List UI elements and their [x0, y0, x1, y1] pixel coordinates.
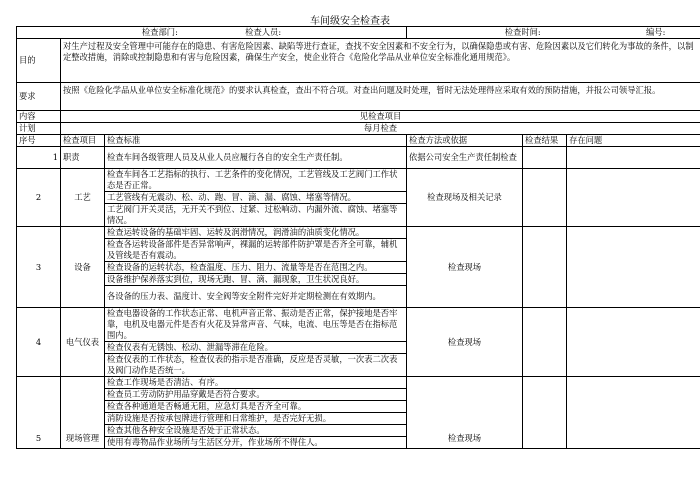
col-item: 检查项目 — [61, 135, 105, 147]
group-4-result[interactable] — [523, 308, 567, 377]
sheet-title: 车间级安全检查表 — [310, 16, 390, 27]
table-row — [17, 169, 700, 192]
group-3-standard-3: 检查设备的运转状态，检查温度、压力、阻力、流量等是否在范围之内。 — [105, 262, 407, 274]
group-3-result[interactable] — [523, 227, 567, 308]
group-2-standard-1: 检查车间各工艺指标的执行、工艺条件的变化情况，工艺管线及工艺阀门工作状态是否正常。 — [105, 169, 407, 192]
requirement-row — [17, 83, 700, 111]
group-2-no: 2 — [17, 169, 61, 227]
column-header-row — [17, 135, 700, 147]
person-label: 检查人员: — [245, 27, 282, 37]
group-2-standard-2: 工艺管线有无震动、松、动、跑、冒、滴、漏、腐蚀、堵塞等情况。 — [105, 192, 407, 204]
code-label: 编号: — [646, 27, 666, 37]
group-3-standard-4: 设备维护保养落实到位，现场无跑、冒、滴、漏现象，卫生状况良好。 — [105, 274, 407, 286]
group-3-no: 3 — [17, 227, 61, 308]
plan-label: 计划 — [17, 123, 61, 135]
group-4-issue[interactable] — [567, 308, 700, 377]
group-1-result[interactable] — [523, 147, 567, 169]
group-2-issue[interactable] — [567, 169, 700, 227]
group-5-standard-5: 检查其他各种安全设施是否处于正常状态。 — [105, 425, 407, 437]
group-3-item: 设备 — [61, 227, 105, 308]
requirement-label: 要求 — [17, 83, 61, 111]
col-result: 检查结果 — [523, 135, 567, 147]
group-5-result[interactable] — [523, 377, 567, 449]
content-label: 内容 — [17, 111, 61, 123]
group-1-item: 职责 — [61, 147, 105, 169]
content-value: 见检查项目 — [61, 111, 700, 123]
group-4-standard-1: 检查电器设备的工作状态正常、电机声音正常、振动是否正常，保护接地是否牢靠，电机及电器元件是否有火花及异常声音、气味，电流、电压等是否在指标范围内。 — [105, 308, 407, 342]
col-method: 检查方法或依据 — [407, 135, 523, 147]
group-5-issue[interactable] — [567, 377, 700, 449]
group-5-standard-1: 检查工作现场是否清洁、有序。 — [105, 377, 407, 389]
content-row — [17, 111, 700, 123]
purpose-label: 目的 — [17, 39, 61, 83]
requirement-text: 按照《危险化学品从业单位安全标准化规范》的要求认真检查，查出不符合项。对查出问题及时处理，暂时无法处理得应采取有效的预防措施，并报公司领导汇报。 — [61, 83, 700, 111]
group-1-standard-1: 检查车间各级管理人员及从业人员应履行各自的安全生产责任制。 — [105, 147, 407, 169]
group-5-standard-4: 消防设施是否按承包牌进行管理和日常维护，是否完好无损。 — [105, 413, 407, 425]
col-no: 序号 — [17, 135, 61, 147]
group-4-item: 电气仪表 — [61, 308, 105, 377]
group-2-item: 工艺 — [61, 169, 105, 227]
col-standard: 检查标准 — [105, 135, 407, 147]
group-3-standard-1: 检查运转设备的基础牢固、运转及润滑情况，润滑油的油质变化情况。 — [105, 227, 407, 239]
group-5-no: 5 — [17, 377, 61, 449]
group-4-no: 4 — [17, 308, 61, 377]
dept-label: 检查部门: — [141, 27, 178, 37]
inspection-table — [16, 26, 700, 449]
purpose-text: 对生产过程及安全管理中可能存在的隐患、有害危险因素、缺陷等进行查证，查找不安全因素和不安全行为，以确保隐患或有害、危险因素以及它们转化为事故的条件，以制定整改措施，消除或控制隐患和有害与危险因素，确保生产安全，使企业符合《危险化学品从业单位安全标准化通用规范》。 — [61, 39, 700, 83]
group-3-issue[interactable] — [567, 227, 700, 308]
plan-row — [17, 123, 700, 135]
group-3-standard-5: 各设备的压力表、温度计、安全阀等安全附件完好并定期检测在有效期内。 — [105, 286, 407, 308]
group-5-standard-2: 检查员工劳动防护用品穿戴是否符合要求。 — [105, 389, 407, 401]
header-info-row — [17, 27, 700, 39]
group-4-standard-3: 检查仪表的工作状态，检查仪表的指示是否准确，反应是否灵敏，一次表二次表及阀门动作是否统一。 — [105, 354, 407, 377]
group-4-standard-2: 检查仪表有无锈蚀、松动、泄漏等滞在危险。 — [105, 342, 407, 354]
group-2-method: 检查现场及相关记录 — [407, 169, 523, 227]
purpose-row — [17, 39, 700, 83]
group-5-standard-3: 检查各种通道是否畅通无阻，应急灯具是否齐全可靠。 — [105, 401, 407, 413]
col-issue: 存在问题 — [567, 135, 700, 147]
group-2-standard-3: 工艺阀门开关灵活，无开关不到位、过紧、过松响动、内漏外流、腐蚀、堵塞等情况。 — [105, 204, 407, 227]
group-3-standard-2: 检查各运转设备部件是否异常响声，裸漏的运转部件防护罩是否齐全可靠，辅机及管线是否有震动。 — [105, 239, 407, 262]
group-5-standard-6: 使用有毒物品作业场所与生活区分开，作业场所不得住人。 — [105, 437, 407, 449]
group-1-issue[interactable] — [567, 147, 700, 169]
group-4-method: 检查现场 — [407, 308, 523, 377]
group-1-no: 1 — [17, 147, 61, 169]
table-row — [17, 308, 700, 342]
group-5-item: 现场管理 — [61, 377, 105, 449]
table-row — [17, 147, 700, 169]
group-1-method: 依据公司安全生产责任制检查 — [407, 147, 523, 169]
time-label: 检查时间: — [504, 27, 541, 37]
table-row — [17, 377, 700, 389]
plan-value: 每月检查 — [61, 123, 700, 135]
group-2-result[interactable] — [523, 169, 567, 227]
table-row — [17, 227, 700, 239]
group-5-method: 检查现场 — [407, 377, 523, 449]
group-3-method: 检查现场 — [407, 227, 523, 308]
